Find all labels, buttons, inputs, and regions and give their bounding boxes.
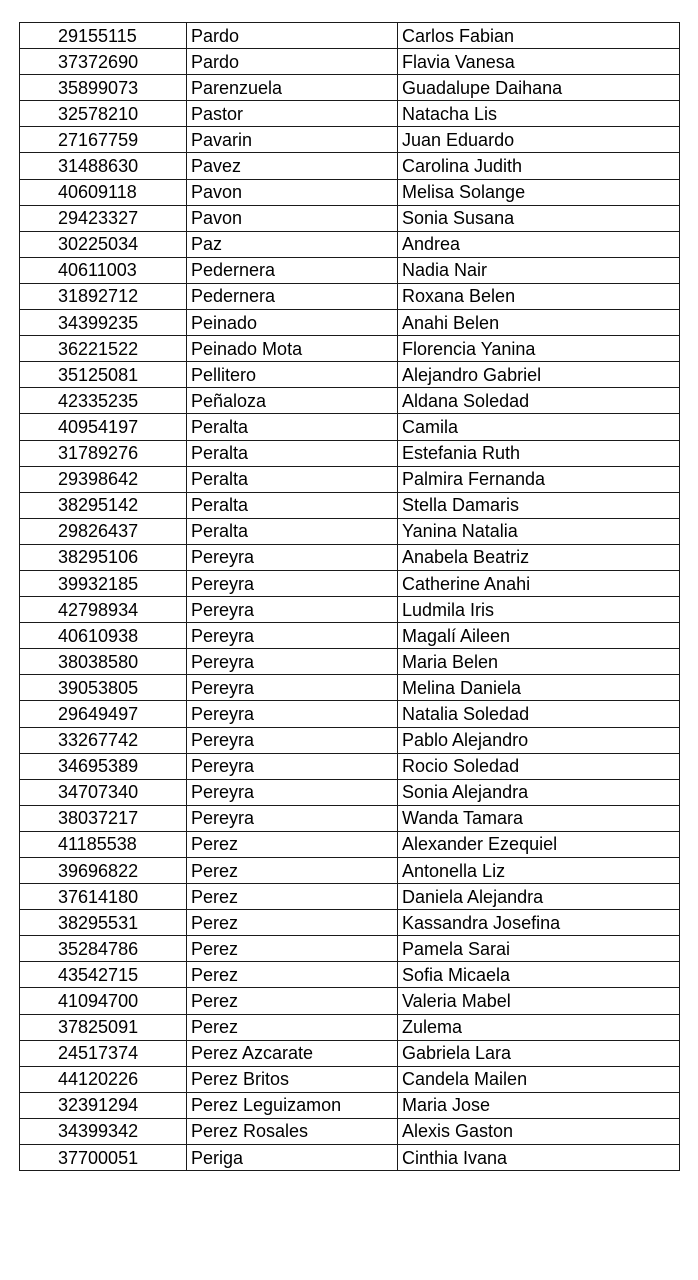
table-row xyxy=(20,884,680,910)
surname-cell: Perez xyxy=(187,1014,398,1040)
table-row xyxy=(20,701,680,727)
given-name-cell: Stella Damaris xyxy=(398,492,680,518)
given-name-cell: Rocio Soledad xyxy=(398,753,680,779)
table-row xyxy=(20,597,680,623)
given-name-cell: Flavia Vanesa xyxy=(398,49,680,75)
surname-cell: Perez xyxy=(187,962,398,988)
given-name-cell: Maria Belen xyxy=(398,649,680,675)
given-name-cell: Carolina Judith xyxy=(398,153,680,179)
surname-cell: Pereyra xyxy=(187,649,398,675)
given-name-cell: Alexander Ezequiel xyxy=(398,831,680,857)
document-number-cell: 37372690 xyxy=(20,49,187,75)
table-row xyxy=(20,205,680,231)
document-number-cell: 34399342 xyxy=(20,1118,187,1144)
table-row xyxy=(20,49,680,75)
given-name-cell: Antonella Liz xyxy=(398,858,680,884)
surname-cell: Pereyra xyxy=(187,675,398,701)
given-name-cell: Wanda Tamara xyxy=(398,805,680,831)
given-name-cell: Daniela Alejandra xyxy=(398,884,680,910)
document-number-cell: 29649497 xyxy=(20,701,187,727)
given-name-cell: Aldana Soledad xyxy=(398,388,680,414)
document-number-cell: 29398642 xyxy=(20,466,187,492)
surname-cell: Pellitero xyxy=(187,362,398,388)
table-row xyxy=(20,23,680,49)
surname-cell: Perez Britos xyxy=(187,1066,398,1092)
document-number-cell: 24517374 xyxy=(20,1040,187,1066)
document-number-cell: 35125081 xyxy=(20,362,187,388)
given-name-cell: Kassandra Josefina xyxy=(398,910,680,936)
surname-cell: Peralta xyxy=(187,518,398,544)
surname-cell: Pardo xyxy=(187,23,398,49)
table-row xyxy=(20,1118,680,1144)
document-number-cell: 32578210 xyxy=(20,101,187,127)
given-name-cell: Palmira Fernanda xyxy=(398,466,680,492)
table-row xyxy=(20,492,680,518)
document-number-cell: 40610938 xyxy=(20,623,187,649)
surname-cell: Perez xyxy=(187,831,398,857)
surname-cell: Pavarin xyxy=(187,127,398,153)
given-name-cell: Carlos Fabian xyxy=(398,23,680,49)
given-name-cell: Cinthia Ivana xyxy=(398,1145,680,1171)
table-row xyxy=(20,1066,680,1092)
given-name-cell: Florencia Yanina xyxy=(398,336,680,362)
table-row xyxy=(20,75,680,101)
given-name-cell: Sonia Susana xyxy=(398,205,680,231)
document-number-cell: 31488630 xyxy=(20,153,187,179)
surname-cell: Pereyra xyxy=(187,544,398,570)
surname-cell: Pardo xyxy=(187,49,398,75)
table-row xyxy=(20,231,680,257)
table-row xyxy=(20,518,680,544)
surname-cell: Pereyra xyxy=(187,805,398,831)
table-row xyxy=(20,936,680,962)
surname-cell: Peralta xyxy=(187,414,398,440)
surname-cell: Pereyra xyxy=(187,753,398,779)
document-number-cell: 41185538 xyxy=(20,831,187,857)
document-number-cell: 34399235 xyxy=(20,310,187,336)
given-name-cell: Sofia Micaela xyxy=(398,962,680,988)
surname-cell: Perez xyxy=(187,884,398,910)
document-number-cell: 42335235 xyxy=(20,388,187,414)
document-number-cell: 31892712 xyxy=(20,283,187,309)
given-name-cell: Juan Eduardo xyxy=(398,127,680,153)
surname-cell: Pedernera xyxy=(187,283,398,309)
surname-cell: Pedernera xyxy=(187,257,398,283)
table-row xyxy=(20,440,680,466)
given-name-cell: Anahi Belen xyxy=(398,310,680,336)
surname-cell: Peralta xyxy=(187,466,398,492)
document-number-cell: 34695389 xyxy=(20,753,187,779)
surname-cell: Parenzuela xyxy=(187,75,398,101)
document-number-cell: 29155115 xyxy=(20,23,187,49)
surname-cell: Paz xyxy=(187,231,398,257)
table-row xyxy=(20,466,680,492)
given-name-cell: Pablo Alejandro xyxy=(398,727,680,753)
document-number-cell: 38037217 xyxy=(20,805,187,831)
given-name-cell: Sonia Alejandra xyxy=(398,779,680,805)
table-row xyxy=(20,153,680,179)
roster-table-body xyxy=(20,23,680,1171)
given-name-cell: Melisa Solange xyxy=(398,179,680,205)
table-row xyxy=(20,336,680,362)
document-number-cell: 38295142 xyxy=(20,492,187,518)
document-number-cell: 39932185 xyxy=(20,570,187,596)
table-row xyxy=(20,1145,680,1171)
document-number-cell: 35899073 xyxy=(20,75,187,101)
surname-cell: Peralta xyxy=(187,492,398,518)
surname-cell: Pavon xyxy=(187,179,398,205)
surname-cell: Perez xyxy=(187,910,398,936)
given-name-cell: Zulema xyxy=(398,1014,680,1040)
document-number-cell: 38295106 xyxy=(20,544,187,570)
document-number-cell: 38038580 xyxy=(20,649,187,675)
table-row xyxy=(20,257,680,283)
table-row xyxy=(20,910,680,936)
surname-cell: Perez xyxy=(187,858,398,884)
given-name-cell: Gabriela Lara xyxy=(398,1040,680,1066)
given-name-cell: Alexis Gaston xyxy=(398,1118,680,1144)
given-name-cell: Magalí Aileen xyxy=(398,623,680,649)
given-name-cell: Andrea xyxy=(398,231,680,257)
given-name-cell: Anabela Beatriz xyxy=(398,544,680,570)
given-name-cell: Maria Jose xyxy=(398,1092,680,1118)
roster-table xyxy=(19,22,680,1171)
surname-cell: Pereyra xyxy=(187,727,398,753)
surname-cell: Peinado Mota xyxy=(187,336,398,362)
given-name-cell: Natalia Soledad xyxy=(398,701,680,727)
surname-cell: Pereyra xyxy=(187,779,398,805)
given-name-cell: Guadalupe Daihana xyxy=(398,75,680,101)
document-number-cell: 30225034 xyxy=(20,231,187,257)
surname-cell: Perez Rosales xyxy=(187,1118,398,1144)
document-number-cell: 40954197 xyxy=(20,414,187,440)
surname-cell: Peinado xyxy=(187,310,398,336)
given-name-cell: Roxana Belen xyxy=(398,283,680,309)
given-name-cell: Ludmila Iris xyxy=(398,597,680,623)
table-row xyxy=(20,988,680,1014)
table-row xyxy=(20,805,680,831)
table-row xyxy=(20,649,680,675)
table-row xyxy=(20,414,680,440)
document-number-cell: 33267742 xyxy=(20,727,187,753)
table-row xyxy=(20,675,680,701)
given-name-cell: Estefania Ruth xyxy=(398,440,680,466)
table-row xyxy=(20,101,680,127)
document-number-cell: 37614180 xyxy=(20,884,187,910)
surname-cell: Pereyra xyxy=(187,701,398,727)
surname-cell: Peralta xyxy=(187,440,398,466)
document-number-cell: 29423327 xyxy=(20,205,187,231)
given-name-cell: Nadia Nair xyxy=(398,257,680,283)
document-number-cell: 41094700 xyxy=(20,988,187,1014)
given-name-cell: Camila xyxy=(398,414,680,440)
table-row xyxy=(20,779,680,805)
surname-cell: Pereyra xyxy=(187,597,398,623)
surname-cell: Perez xyxy=(187,936,398,962)
table-row xyxy=(20,962,680,988)
given-name-cell: Catherine Anahi xyxy=(398,570,680,596)
document-number-cell: 40611003 xyxy=(20,257,187,283)
table-row xyxy=(20,623,680,649)
given-name-cell: Pamela Sarai xyxy=(398,936,680,962)
surname-cell: Pereyra xyxy=(187,570,398,596)
table-row xyxy=(20,310,680,336)
table-row xyxy=(20,283,680,309)
table-row xyxy=(20,1014,680,1040)
surname-cell: Perez Leguizamon xyxy=(187,1092,398,1118)
table-row xyxy=(20,1092,680,1118)
table-row xyxy=(20,127,680,153)
document-number-cell: 39696822 xyxy=(20,858,187,884)
table-row xyxy=(20,544,680,570)
document-number-cell: 36221522 xyxy=(20,336,187,362)
given-name-cell: Natacha Lis xyxy=(398,101,680,127)
surname-cell: Perez Azcarate xyxy=(187,1040,398,1066)
surname-cell: Peñaloza xyxy=(187,388,398,414)
given-name-cell: Yanina Natalia xyxy=(398,518,680,544)
table-row xyxy=(20,179,680,205)
table-row xyxy=(20,388,680,414)
table-row xyxy=(20,570,680,596)
surname-cell: Periga xyxy=(187,1145,398,1171)
surname-cell: Pavon xyxy=(187,205,398,231)
table-row xyxy=(20,1040,680,1066)
table-row xyxy=(20,831,680,857)
document-number-cell: 32391294 xyxy=(20,1092,187,1118)
given-name-cell: Alejandro Gabriel xyxy=(398,362,680,388)
given-name-cell: Candela Mailen xyxy=(398,1066,680,1092)
document-number-cell: 37825091 xyxy=(20,1014,187,1040)
document-number-cell: 38295531 xyxy=(20,910,187,936)
table-row xyxy=(20,362,680,388)
surname-cell: Pastor xyxy=(187,101,398,127)
document-number-cell: 42798934 xyxy=(20,597,187,623)
given-name-cell: Melina Daniela xyxy=(398,675,680,701)
document-number-cell: 31789276 xyxy=(20,440,187,466)
table-row xyxy=(20,858,680,884)
document-number-cell: 34707340 xyxy=(20,779,187,805)
surname-cell: Pavez xyxy=(187,153,398,179)
given-name-cell: Valeria Mabel xyxy=(398,988,680,1014)
table-row xyxy=(20,727,680,753)
document-number-cell: 39053805 xyxy=(20,675,187,701)
table-row xyxy=(20,753,680,779)
document-number-cell: 35284786 xyxy=(20,936,187,962)
document-number-cell: 43542715 xyxy=(20,962,187,988)
document-number-cell: 29826437 xyxy=(20,518,187,544)
surname-cell: Pereyra xyxy=(187,623,398,649)
document-number-cell: 40609118 xyxy=(20,179,187,205)
document-number-cell: 37700051 xyxy=(20,1145,187,1171)
surname-cell: Perez xyxy=(187,988,398,1014)
document-number-cell: 27167759 xyxy=(20,127,187,153)
document-number-cell: 44120226 xyxy=(20,1066,187,1092)
